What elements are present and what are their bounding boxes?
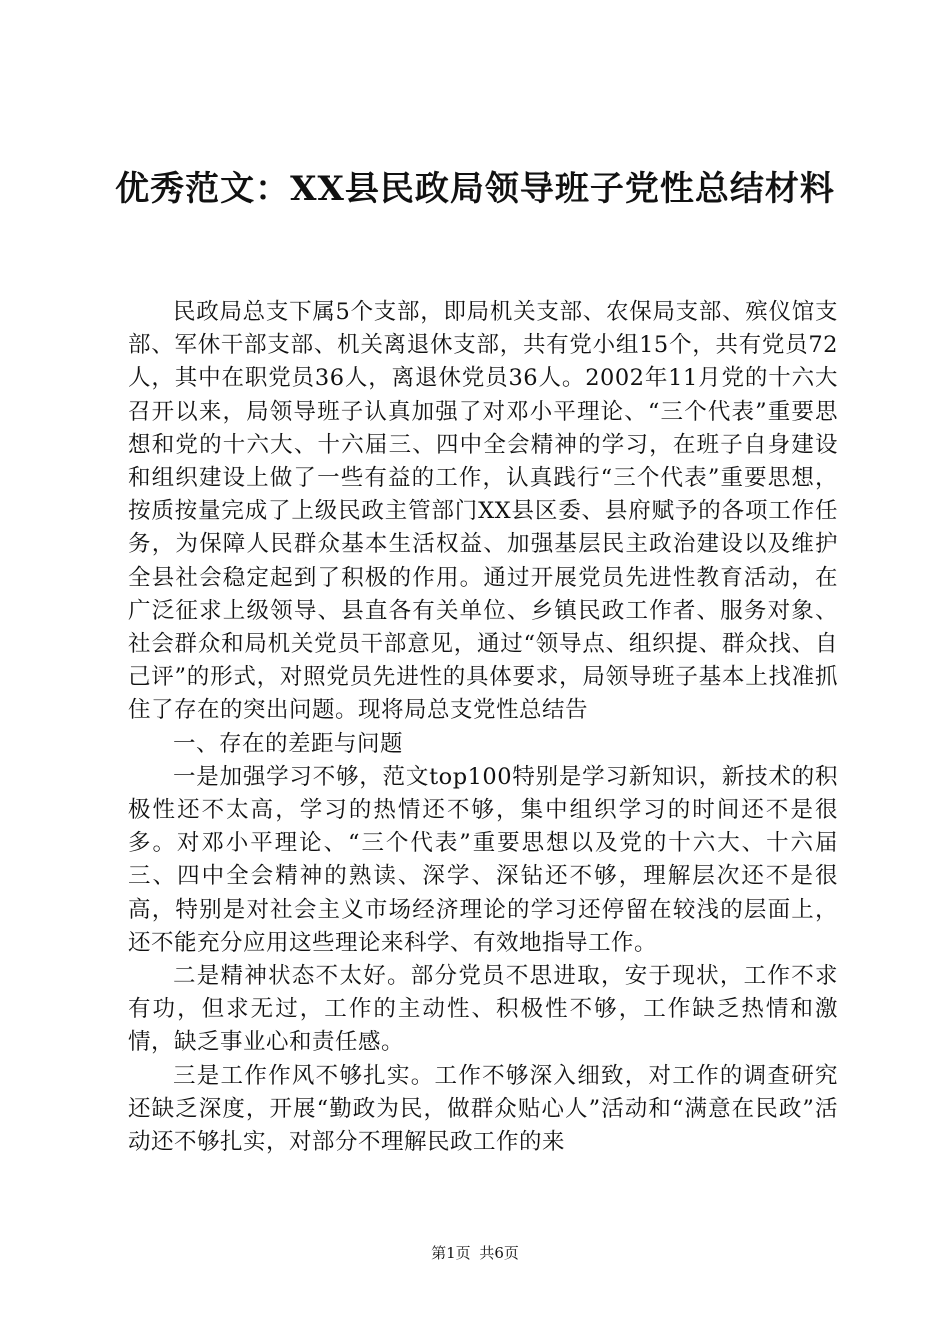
- intro-paragraph: 民政局总支下属5个支部，即局机关支部、农保局支部、殡仪馆支部、军休干部支部、机关离退休支部，共有党小组15个，共有党员72人，其中在职党员36人，离退休党员36人。2002年11月党的十六大召开以来，局领导班子认真加强了对邓小平理论、“三个代表”重要思想和党的十六大、十六届三、四中全会精神的学习，在班子自身建设和组织建设上做了一些有益的工作，认真践行“三个代表”重要思想，按质按量完成了上级民政主管部门XX县区委、县府赋予的各项工作任务，为保障人民群众基本生活权益、加强基层民主政治建设以及维护全县社会稳定起到了积极的作用。通过开展党员先进性教育活动，在广泛征求上级领导、县直各有关单位、乡镇民政工作者、服务对象、社会群众和局机关党员干部意见，通过“领导点、组织提、群众找、自己评”的形式，对照党员先进性的具体要求，局领导班子基本上找准抓住了存在的突出问题。现将局总支党性总结告: [128, 299, 838, 724]
- document-body: [128, 296, 838, 1159]
- page-total: 共6页: [479, 1244, 519, 1262]
- issue-paragraph-3: 三是工作作风不够扎实。工作不够深入细致，对工作的调查研究还缺乏深度，开展“勤政为民，做群众贴心人”活动和“满意在民政”活动还不够扎实，对部分不理解民政工作的来: [128, 1062, 838, 1156]
- issue-paragraph-1: 一是加强学习不够，范文top100特别是学习新知识，新技术的积极性还不太高，学习的热情还不够，集中组织学习的时间还不是很多。对邓小平理论、“三个代表”重要思想以及党的十六大、十六届三、四中全会精神的熟读、深学、深钻还不够，理解层次还不是很高，特别是对社会主义市场经济理论的学习还停留在较浅的层面上，还不能充分应用这些理论来科学、有效地指导工作。: [128, 763, 838, 956]
- page-number: 第1页: [431, 1244, 471, 1262]
- page-footer: [0, 1243, 950, 1263]
- document-title: 优秀范文：XX县民政局领导班子党性总结材料: [115, 169, 835, 209]
- issue-paragraph-2: 二是精神状态不太好。部分党员不思进取，安于现状，工作不求有功，但求无过，工作的主动性、积极性不够，工作缺乏热情和激情，缺乏事业心和责任感。: [128, 963, 838, 1056]
- section-heading: 一、存在的差距与问题: [173, 730, 404, 757]
